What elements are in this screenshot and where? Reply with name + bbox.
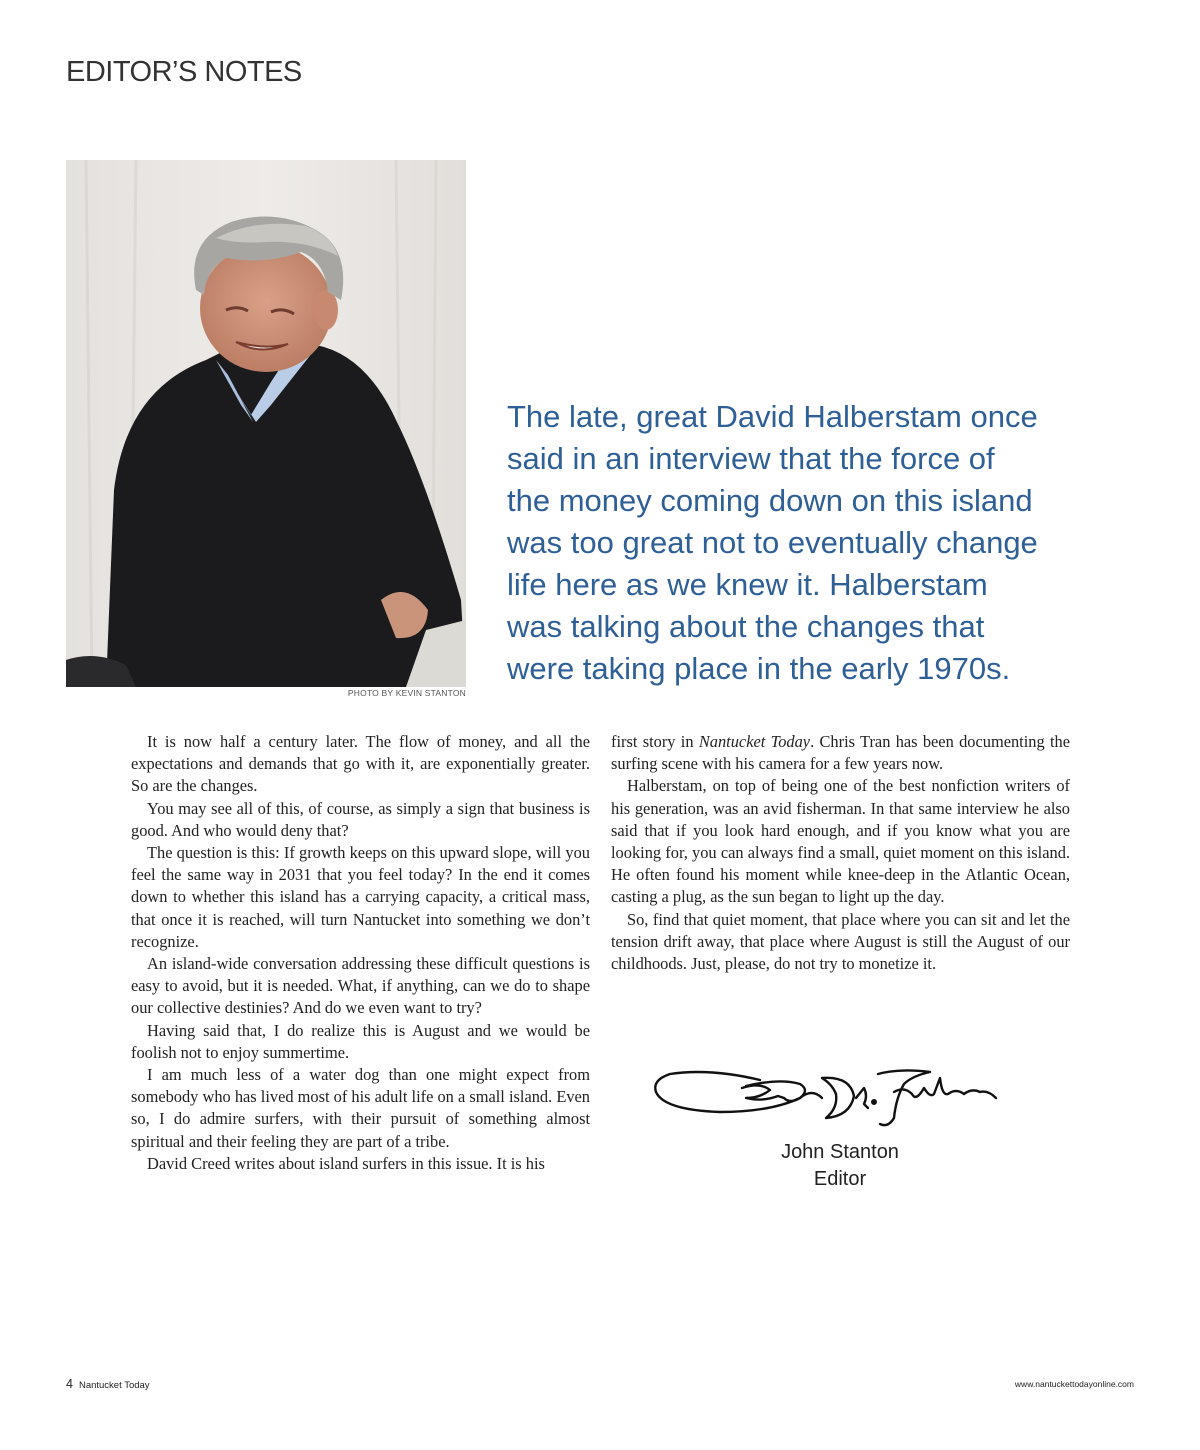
body-column-left [131,731,590,1175]
pull-quote-line: said in an interview that the force of [507,441,995,476]
pull-quote [507,396,1107,690]
pull-quote-line: the money coming down on this island [507,483,1033,518]
body-paragraph: Having said that, I do realize this is August and we would be foolish not to enjoy summertime. [131,1020,590,1062]
page-footer-left [66,1377,150,1391]
body-paragraph: You may see all of this, of course, as simply a sign that business is good. And who would deny that? [131,798,590,840]
body-paragraph: So, find that quiet moment, that place where you can sit and let the tension drift away, that place where August is still the August of our childhoods. Just, please, do not try to monetize it. [611,909,1070,974]
pull-quote-line: were taking place in the early 1970s. [507,651,1011,686]
signature-name: John Stanton [781,1141,899,1163]
body-text: first story in [611,732,699,751]
section-title: EDITOR’S NOTES [66,56,302,88]
pull-quote-line: was too great not to eventually change [507,525,1038,560]
body-paragraph: David Creed writes about island surfers in this issue. It is his [147,1153,545,1173]
editor-photo [66,160,466,687]
editor-signature [650,1058,1005,1138]
photo-credit: PHOTO BY KEVIN STANTON [347,688,466,698]
body-text: . Chris Tran has been documenting the surfing scene with his camera for a few years now. [611,732,1070,774]
body-paragraph: I am much less of a water dog than one might expect from somebody who has lived most of his adult life on a small island. Even so, I do admire surfers, with their pursuit of something almost spiritual and their feeling they are part of a tribe. [131,1065,590,1151]
body-paragraph: The question is this: If growth keeps on this upward slope, will you feel the same way in 2031 that you feel today? In the end it comes down to whether this island has a carrying capacity, a critical mass, that once it is reached, will turn Nantucket into something we don’t recognize. [131,843,590,951]
publication-name: Nantucket Today [78,1380,150,1391]
pull-quote-line: was talking about the changes that [507,609,985,644]
body-paragraph: An island-wide conversation addressing these difficult questions is easy to avoid, but it is needed. What, if anything, can we do to shape our collective destinies? And do we even want to try? [131,954,590,1018]
body-column-right [611,731,1070,975]
publication-title: Nantucket Today [698,732,811,751]
body-paragraph: It is now half a century later. The flow of money, and all the expectations and demands that go with it, are exponentially greater. So are the changes. [131,732,590,796]
page-number: 4 [66,1377,73,1391]
body-paragraph: Halberstam, on top of being one of the best nonfiction writers of his generation, was an avid fisherman. In that same interview he also said that if you look hard enough, and if you know what you are looking for, you can always find a small, quiet moment on this island. He often found his moment while knee-deep in the Atlantic Ocean, casting a plug, as the sun began to light up the day. [611,776,1070,907]
body-paragraph-continued [611,731,1070,775]
website-url: www.nantuckettodayonline.com [1014,1379,1134,1389]
pull-quote-line: The late, great David Halberstam once [507,399,1038,434]
pull-quote-line: life here as we knew it. Halberstam [507,567,988,602]
signature-title: Editor [813,1168,867,1190]
